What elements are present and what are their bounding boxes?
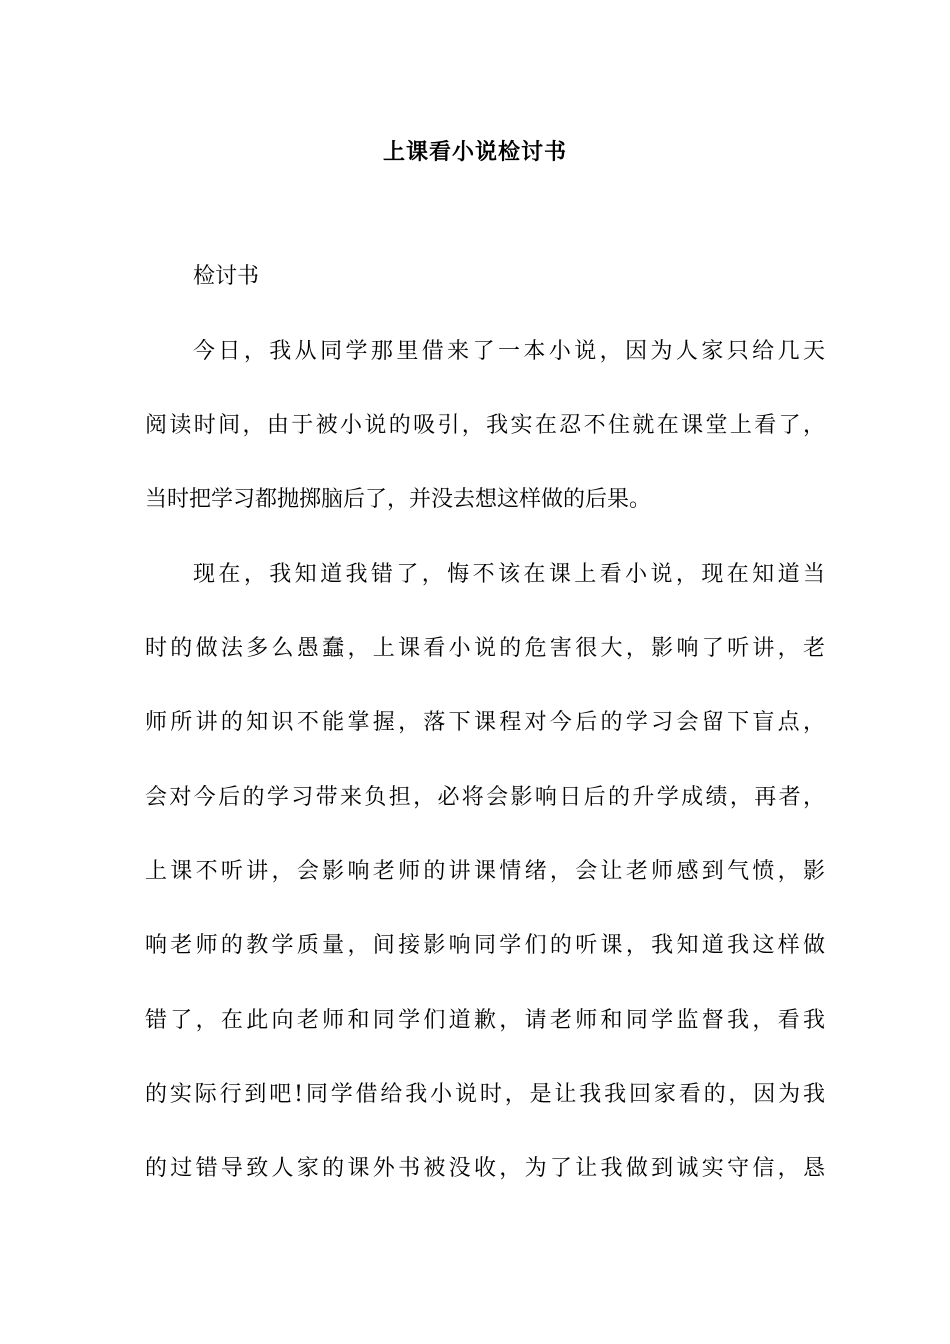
paragraph-line: 响老师的教学质量，间接影响同学们的听课，我知道我这样做 (145, 933, 825, 958)
paragraph-line: 上课不听讲，会影响老师的讲课情绪，会让老师感到气愤，影 (145, 859, 825, 884)
heading-line: 检讨书 (193, 264, 260, 289)
paragraph-line: 当时把学习都抛掷脑后了，并没去想这样做的后果。 (145, 487, 652, 512)
paragraph-line: 的过错导致人家的课外书被没收，为了让我做到诚实守信，恳 (145, 1156, 825, 1181)
document-title: 上课看小说检讨书 (382, 139, 567, 165)
paragraph-line: 的实际行到吧!同学借给我小说时，是让我我回家看的，因为我 (145, 1082, 825, 1107)
paragraph-line: 师所讲的知识不能掌握，落下课程对今后的学习会留下盲点， (145, 710, 825, 735)
paragraph-line: 阅读时间，由于被小说的吸引，我实在忍不住就在课堂上看了， (145, 413, 825, 438)
paragraph-line: 错了，在此向老师和同学们道歉，请老师和同学监督我，看我 (145, 1008, 825, 1033)
paragraph-line: 今日，我从同学那里借来了一本小说，因为人家只给几天 (193, 339, 825, 364)
paragraph-line: 时的做法多么愚蠢，上课看小说的危害很大，影响了听讲，老 (145, 636, 825, 661)
paragraph-line: 现在，我知道我错了，悔不该在课上看小说，现在知道当 (193, 562, 825, 587)
paragraph-line: 会对今后的学习带来负担，必将会影响日后的升学成绩，再者， (145, 785, 825, 810)
